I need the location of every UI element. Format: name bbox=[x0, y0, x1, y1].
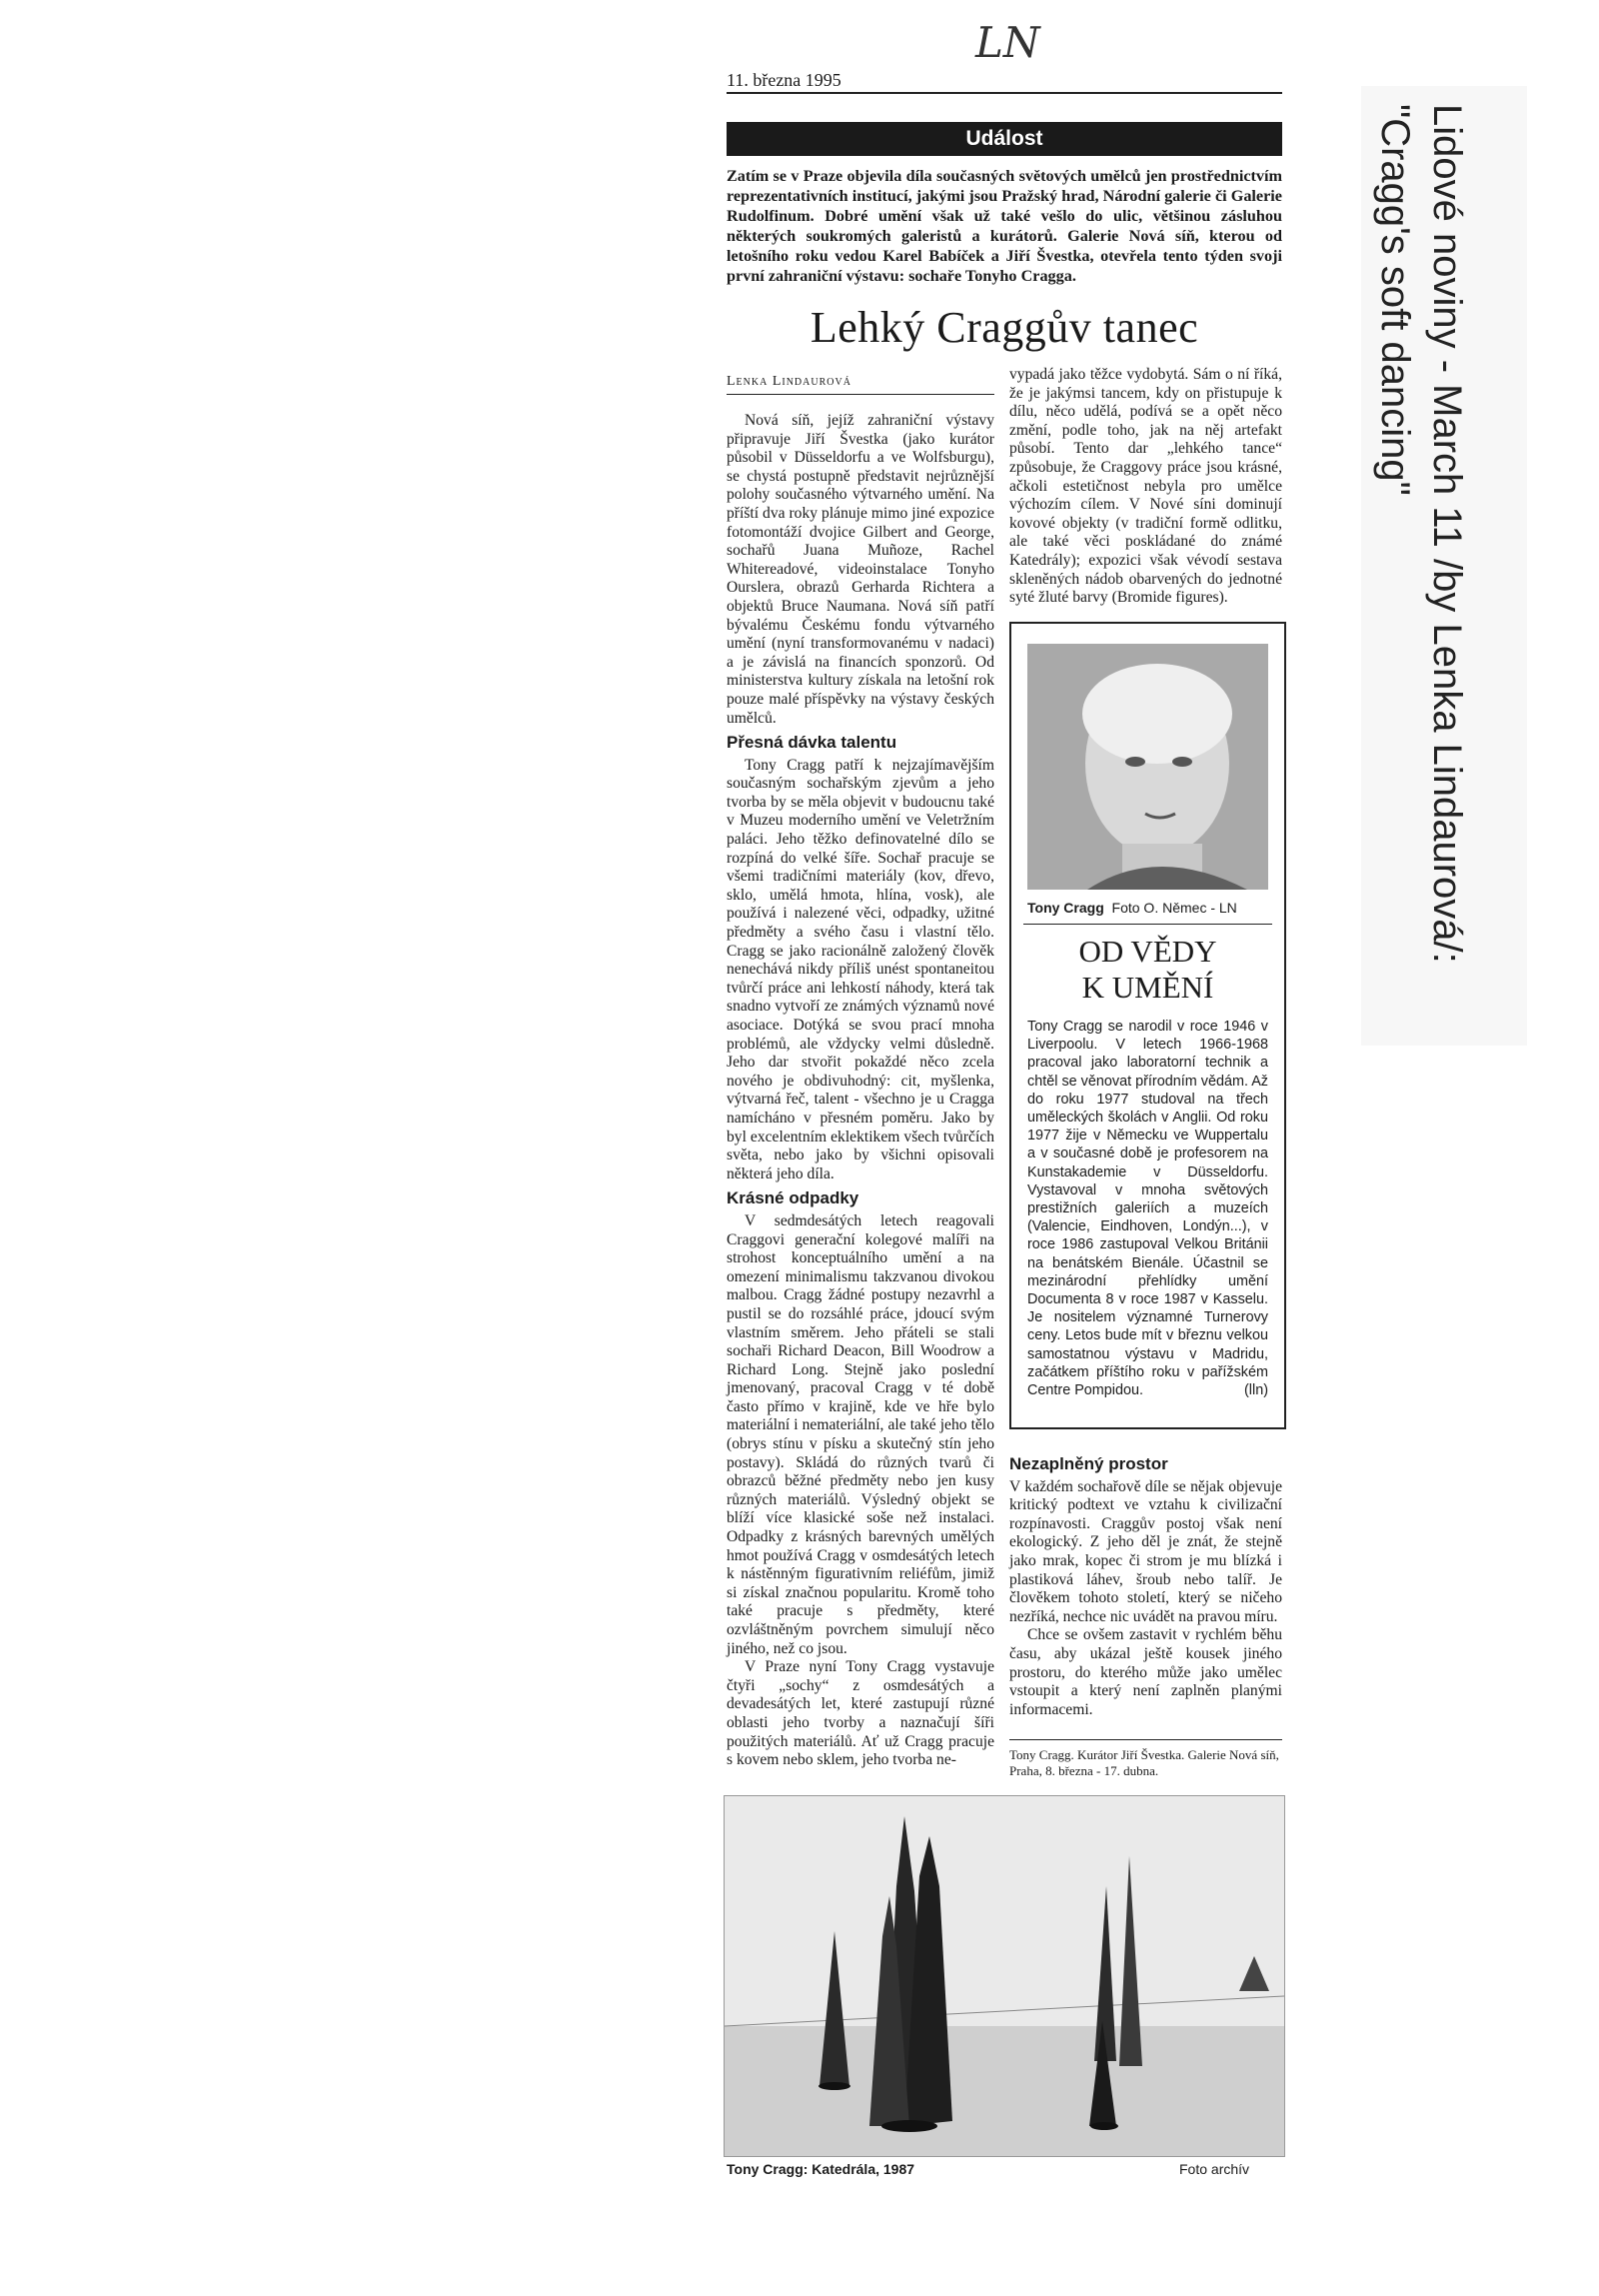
caption-rule bbox=[1023, 924, 1272, 925]
sculpture-photo bbox=[724, 1795, 1285, 2157]
byline: Lenka Lindaurová bbox=[727, 374, 851, 389]
archive-note-line-1: Lidové noviny - March 11 /by Lenka Lindaurová/: bbox=[1425, 104, 1469, 964]
subheading: Přesná dávka talentu bbox=[727, 733, 897, 753]
paragraph: Nová síň, jejíž zahraniční výstavy připravuje Jiří Švestka (jako kurátor působil v Düsseldorfu a ve Wolfsburgu), se chystá postupně představit nejrůznější polohy současného výtvarného umění. Na příští dva roky plánuje mimo jiné expozice fotomontáží dvojice Gilbert and George, sochařů Juana Muñoze, Rachel Whitereadové, videoinstalace Tonyho Ourslera, obrazů Gerharda Richtera a objektů Bruce Naumana. Nová síň patří bývalému Českému fondu výtvarného umění (nyní transformovanému v nadaci) a je závislá na financích sponzorů. Od ministerstva kultury získala na letošní rok pouze malé příspěvky na výstavy českých umělců. bbox=[727, 412, 994, 727]
sculpture-icon bbox=[725, 1796, 1284, 2156]
lead-paragraph: Zatím se v Praze objevila díla současných světových umělců jen prostřednictvím reprezentativních institucí, jakými jsou Pražský hrad, Národní galerie či Galerie Rudolfinum. Dobré umění však už také vešlo do ulic, většinou zásluhou některých soukromých galeristů a kurátorů. Galerie Nová síň, kterou od letošního roku vedou Karel Babíček a Jiří Švestka, otevřela tento týden svoji první zahraniční výstavu: sochaře Tonyho Cragga. bbox=[727, 167, 1282, 285]
issue-date: 11. března 1995 bbox=[727, 70, 841, 90]
article-column-1 bbox=[727, 412, 994, 1777]
photo-credit: Foto archív bbox=[1179, 2161, 1250, 2177]
box-text-body: Tony Cragg se narodil v roce 1946 v Liverpoolu. V letech 1966-1968 pracoval jako laboratorní technik a chtěl se věnovat přírodním vědám. Až do roku 1977 studoval na třech uměleckých školách v Anglii. Od roku 1977 žije v Německu ve Wuppertalu a v současné době je profesorem na Kunstakademie v Düsseldorfu. Vystavoval v mnoha světových prestižních galeriích a muzeích (Valencie, Eindhoven, Londýn...), v roce 1986 zastupoval Velkou Británii na benátském Bienále. Účastnil se mezinárodní přehlídky umění Documenta 8 v roce 1987 v Kasselu. Je nositelem významné Turnerovy ceny. Letos bude mít v březnu velkou samostatnou výstavu v Madridu, začátkem příštího roku v pařížském Centre Pompidou. bbox=[1027, 1019, 1268, 1399]
bio-box bbox=[1009, 622, 1286, 1429]
archive-note-line-2: "Cragg's soft dancing" bbox=[1373, 104, 1417, 496]
byline-rule bbox=[727, 394, 994, 395]
article-column-2-bottom bbox=[1009, 1449, 1282, 1749]
archive-note bbox=[1361, 86, 1527, 1046]
credits-rule bbox=[1009, 1739, 1282, 1740]
handwritten-mark: LN bbox=[975, 18, 1040, 67]
box-title bbox=[1011, 934, 1284, 1006]
box-title-line-1: OD VĚDY bbox=[1078, 934, 1217, 969]
headline: Lehký Craggův tanec bbox=[809, 303, 1199, 352]
exhibition-credits: Tony Cragg. Kurátor Jiří Švestka. Galerie Nová síň, Praha, 8. března - 17. dubna. bbox=[1009, 1747, 1279, 1778]
article-column-2-top bbox=[1009, 366, 1282, 610]
portrait-photo bbox=[1027, 644, 1268, 890]
paragraph: vypadá jako těžce vydobytá. Sám o ní říká, že je jakýmsi tancem, kdy on přistupuje k dílu, něco udělá, podívá se a opět něco změní, podle toho, jak na něj artefakt působí. Tento dar „lehkého tance“ způsobuje, že Craggovy práce jsou krásné, ačkoli estetičnost nebyla pro umělce výchozím cílem. V Nové síni dominují kovové objekty (v tradiční formě odlitku, ale také věci poskládané do známé Katedrály); expozici však vévodí sestava skleněných nádob obarvených do jednotné syté žluté barvy (Bromide figures). bbox=[1009, 366, 1282, 607]
box-text bbox=[1027, 1018, 1268, 1399]
box-title-line-2: K UMĚNÍ bbox=[1081, 970, 1214, 1005]
paragraph: V sedmdesátých letech reagovali Craggovi generační kolegové malíři na strohost konceptuálního umění a na omezení minimalismu takzvanou divokou malbou. Cragg žádné postupy nezavrhl a pustil se do rozsáhlé práce, jdoucí svým vlastním směrem. Jeho přáteli se stali sochaři Richard Deacon, Bill Woodrow a Richard Long. Stejně jako poslední jmenovaný, pracoval Cragg v té době často přímo v krajině, kde ve hře bylo materiální i nemateriální, ale také jeho tělo (obrys stínu v písku a skutečný stín jeho postavy). Skládá do různých tvarů či obrazců běžné předměty nebo jen kusy různých materiálů. Výsledný objekt se blíží více klasické soše než instalaci. Odpadky z krásných barevných umělých hmot používá Cragg v osmdesátých letech k nástěnným figurativním reliéfům, jimiž si získal značnou popularitu. Kromě toho také pracuje s předměty, které ozvláštněným povrchem simulují něco jiného, než co jsou. bbox=[727, 1211, 994, 1657]
paragraph: V každém sochařově díle se nějak objevuje kritický podtext ve vztahu k civilizační rozpínavosti. Craggův postoj však není ekologický. Z jeho děl je znát, že stejně jako mrak, kopec či strom je mu blízká i plastiková láhev, šroub nebo talíř. Je člověkem tohoto století, který se ničeho nezříká, nechce nic uvádět na pravou míru. bbox=[1009, 1477, 1282, 1625]
portrait-caption bbox=[1027, 900, 1268, 916]
box-signature: (lln) bbox=[1244, 1382, 1268, 1399]
portrait-icon bbox=[1027, 644, 1268, 890]
paragraph: Tony Cragg patří k nejzajímavějším současným sochařským zjevům a jeho tvorba by se měla objevit v budoucnu také v Muzeu moderního umění ve Veletržním paláci. Jeho těžko definovatelné dílo se rozpíná do velké šíře. Sochař pracuje se všemi tradičními materiály (kov, dřevo, sklo, umělá hmota, hlína, vosk), ale používá i nalezené věci, odpadky, užitné předměty a svého času i vlastní tělo. Cragg se jako racionálně založený člověk nenechává nikdy příliš unést spontaneitou tvůrčí práce ani lehkostí náhody, která tak snadno vytvoří ze známých významů nové asociace. Dotýká se svou prací mnoha problémů, ale vždycky velmi důsledně. Jeho dar stvořit pokaždé něco zcela nového je obdivuhodný: cit, myšlenka, výtvarná řeč, talent - všechno je u Cragga namícháno v přesném poměru. Jako by byl excelentním eklektikem všech tvůrčích světa, nebo jako by všichni opisovali některá jeho díla. bbox=[727, 756, 994, 1182]
photo-caption: Tony Cragg: Katedrála, 1987 bbox=[727, 2161, 915, 2177]
caption-credit: Foto O. Němec - LN bbox=[1111, 900, 1237, 916]
caption-name: Tony Cragg bbox=[1027, 900, 1104, 916]
top-rule bbox=[727, 92, 1282, 94]
subheading: Nezaplněný prostor bbox=[1009, 1454, 1168, 1473]
subheading: Krásné odpadky bbox=[727, 1188, 859, 1208]
section-banner: Událost bbox=[727, 122, 1282, 156]
paragraph: V Praze nyní Tony Cragg vystavuje čtyři „sochy“ z osmdesátých a devadesátých let, které zastupují různé oblasti jeho tvorby a naznačují šíři použitých materiálů. Ať už Cragg pracuje s kovem nebo sklem, jeho tvorba ne- bbox=[727, 1658, 994, 1769]
paragraph: Chce se ovšem zastavit v rychlém běhu času, aby ukázal ještě kousek jiného prostoru, do kterého může jako umělec vstoupit a který není zaplněn planými informacemi. bbox=[1009, 1626, 1282, 1718]
